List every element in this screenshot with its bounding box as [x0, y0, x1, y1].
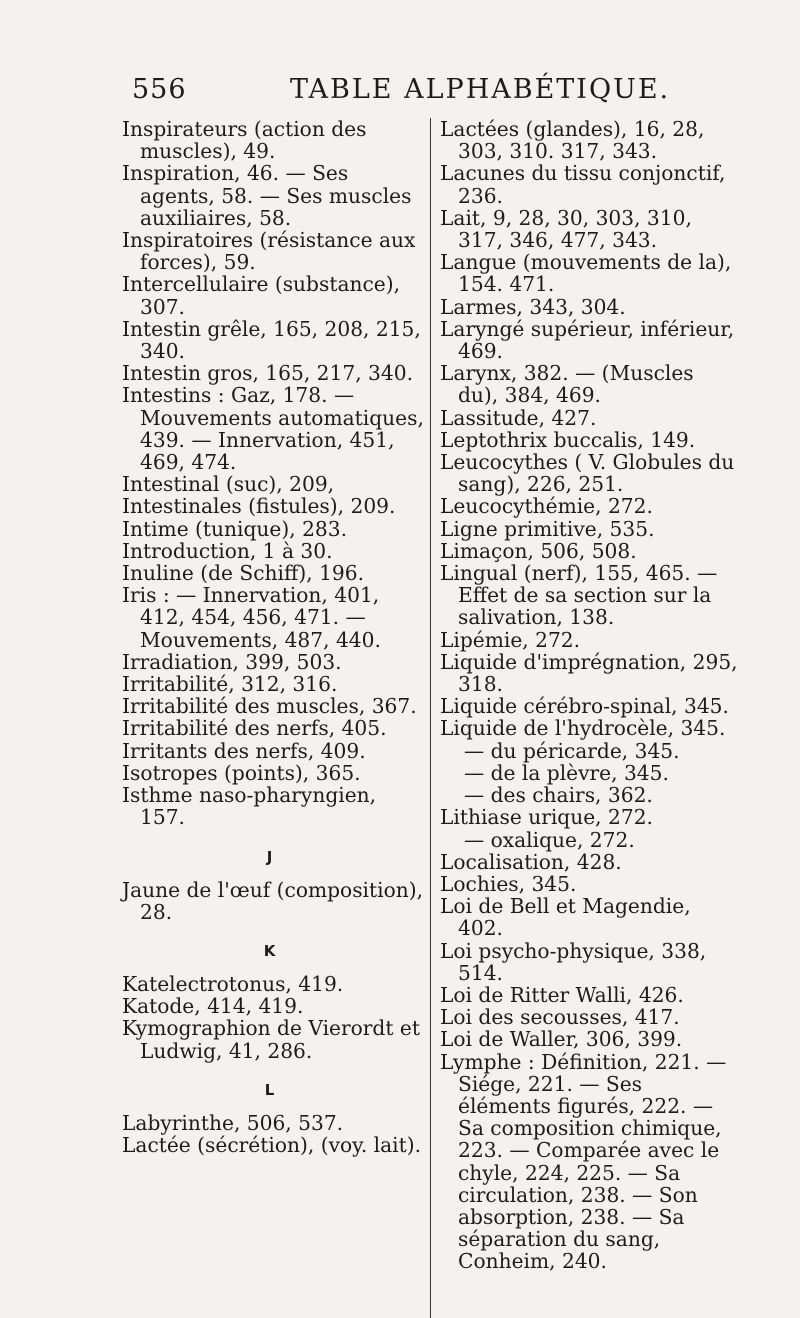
index-entry: Intestins : Gaz, 178. — Mouvements automatiques, 439. — Innervation, 451, 469, 474.: [122, 383, 424, 475]
index-entry: Leptothrix buccalis, 149.: [440, 427, 696, 452]
index-entry: Leucocythémie, 272.: [440, 494, 653, 519]
right-column: [440, 118, 740, 1273]
index-entry: Loi de Bell et Magendie, 402.: [440, 894, 691, 941]
index-entry: Limaçon, 506, 508.: [440, 538, 637, 563]
index-entry: Irradiation, 399, 503.: [122, 649, 342, 674]
index-entry: Loi des secousses, 417.: [440, 1005, 680, 1030]
index-entry: Intestinales (fistules), 209.: [122, 494, 396, 519]
section-letter-k: K: [263, 941, 276, 960]
index-entry: Liquide cérébro-spinal, 345.: [440, 694, 729, 719]
index-entry: Langue (mouvements de la), 154. 471.: [440, 250, 732, 297]
running-title: TABLE ALPHABÉTIQUE.: [290, 74, 671, 105]
index-entry: Lipémie, 272.: [440, 627, 581, 652]
index-entry: Intime (tunique), 283.: [122, 516, 348, 541]
index-entry: Leucocythes ( V. Globules du sang), 226, 251.: [440, 450, 735, 497]
index-entry: Lactée (sécrétion), (voy. lait).: [122, 1132, 422, 1157]
index-entry: Labyrinthe, 506, 537.: [122, 1110, 344, 1135]
index-subentry: — de la plèvre, 345.: [464, 760, 669, 785]
index-entry: Lait, 9, 28, 30, 303, 310, 317, 346, 477, 343.: [440, 205, 692, 253]
index-entry: Isotropes (points), 365.: [122, 760, 361, 785]
index-entry: Jaune de l'œuf (composition), 28.: [122, 877, 424, 924]
index-entry: Katelectrotonus, 419.: [122, 971, 344, 996]
section-letter-j: J: [266, 847, 273, 866]
index-entry: Introduction, 1 à 30.: [122, 538, 333, 563]
index-entry: Inspiration, 46. — Ses agents, 58. — Ses muscles auxiliaires, 58.: [122, 161, 412, 230]
index-entry: Laryngé supérieur, inférieur, 469.: [440, 316, 735, 364]
index-entry: Intercellulaire (substance), 307.: [122, 272, 401, 319]
index-entry: Lithiase urique, 272.: [440, 805, 653, 830]
index-block-i: [122, 118, 427, 829]
index-entry: Irritabilité des nerfs, 405.: [122, 716, 387, 741]
column-divider: [430, 118, 431, 1318]
index-entry: Katode, 414, 419.: [122, 994, 304, 1019]
index-entry: Iris : — Innervation, 401, 412, 454, 456, 471. — Mouvements, 487, 440.: [122, 583, 381, 652]
index-entry: Lymphe : Définition, 221. — Siége, 221. — Ses éléments figurés, 222. — Sa composition chimique, 223. — Comparée avec le chyle, 224, 225. — Sa circulation, 238. — Son absorption, 238. — Sa séparation du sang, Conheim, 240.: [440, 1049, 727, 1274]
index-entry: Isthme naso-pharyngien, 157.: [122, 783, 377, 830]
index-entry: Irritabilité des muscles, 367.: [122, 694, 417, 719]
index-entry: Kymographion de Vierordt et Ludwig, 41, 286.: [122, 1016, 420, 1063]
index-entry: Intestin gros, 165, 217, 340.: [122, 361, 413, 386]
index-entry: Loi de Ritter Walli, 426.: [440, 982, 684, 1007]
index-entry: Inuline (de Schiff), 196.: [122, 561, 365, 586]
index-entry: Lassitude, 427.: [440, 405, 597, 430]
index-entry: Liquide d'imprégnation, 295, 318.: [440, 649, 738, 697]
index-entry: Liquide de l'hydrocèle, 345.: [440, 716, 726, 741]
index-entry: Irritants des nerfs, 409.: [122, 738, 366, 763]
index-entry: Larmes, 343, 304.: [440, 294, 626, 319]
index-entry: Intestin grêle, 165, 208, 215, 340.: [122, 316, 421, 364]
page-header: [0, 74, 800, 114]
index-entry: Ligne primitive, 535.: [440, 516, 655, 541]
index-entry: Loi psycho-physique, 338, 514.: [440, 938, 707, 985]
index-entry: Lochies, 345.: [440, 871, 577, 896]
index-entry: Irritabilité, 312, 316.: [122, 672, 338, 697]
index-subentry: — du péricarde, 345.: [464, 738, 680, 763]
index-entry: Lacunes du tissu conjonctif, 236.: [440, 161, 726, 208]
index-entry: Lactées (glandes), 16, 28, 303, 310. 317, 343.: [440, 117, 705, 164]
index-entry: Intestinal (suc), 209,: [122, 472, 335, 497]
index-entry: Loi de Waller, 306, 399.: [440, 1027, 683, 1052]
index-entry: Larynx, 382. — (Muscles du), 384, 469.: [440, 361, 694, 408]
index-entry: Lingual (nerf), 155, 465. — Effet de sa section sur la salivation, 138.: [440, 561, 718, 630]
section-letter-l: L: [264, 1080, 275, 1099]
left-column: [122, 118, 427, 1156]
page-number: 556: [132, 74, 187, 105]
index-subentry: — oxalique, 272.: [464, 827, 635, 852]
index-subentry: — des chairs, 362.: [464, 783, 653, 808]
index-entry: Inspiratoires (résistance aux forces), 59.: [122, 228, 416, 275]
index-entry: Localisation, 428.: [440, 849, 622, 874]
index-entry: Inspirateurs (action des muscles), 49.: [122, 117, 367, 164]
